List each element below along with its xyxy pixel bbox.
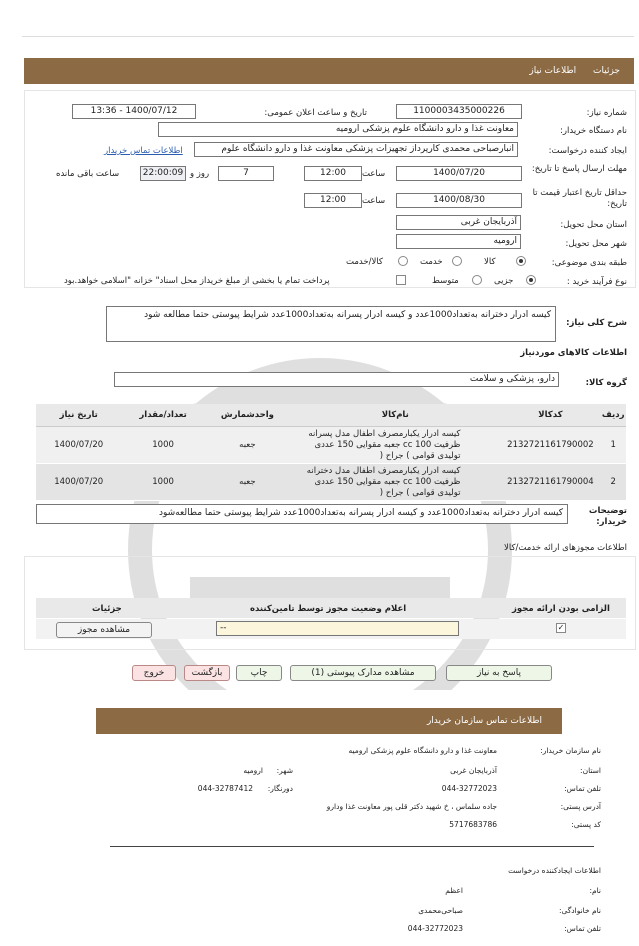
creator-phone-value: 044-32772023 xyxy=(407,924,463,933)
creator-field: انبارصباحی محمدی کارپرداز تجهیزات پزشکی معاونت غذا و دارو دانشگاه علوم xyxy=(194,142,518,157)
postal-value: 5717683786 xyxy=(449,820,497,829)
family-value: صباحی‌محمدی xyxy=(418,906,463,915)
radio-medium[interactable] xyxy=(472,275,482,285)
radio-goods-service[interactable] xyxy=(398,256,408,266)
need-no-field: 1100003435000226 xyxy=(396,104,522,119)
row-qty: 1000 xyxy=(121,464,204,501)
back-button[interactable]: بازگشت xyxy=(184,665,230,681)
row-code: 2132721161790004 xyxy=(500,464,600,501)
days-field: 7 xyxy=(218,166,274,181)
city-contact-value: ارومیه xyxy=(243,766,263,775)
creator-label: ایجاد کننده درخواست: xyxy=(548,146,627,156)
row-qty: 1000 xyxy=(121,427,204,464)
table-row xyxy=(36,464,626,501)
exit-button[interactable]: خروج xyxy=(132,665,176,681)
org-label: نام سازمان خریدار: xyxy=(540,746,601,755)
buyer-label: نام دستگاه خریدار: xyxy=(560,126,627,136)
tab-need-info[interactable]: اطلاعات نیاز xyxy=(529,66,577,76)
creator-phone-label: تلفن تماس: xyxy=(564,924,601,933)
col-details: جزئیات xyxy=(92,604,122,614)
remaining-label: ساعت باقی مانده xyxy=(56,169,120,179)
proc-medium-label: متوسط xyxy=(432,276,459,286)
col-required: الزامی بودن ارائه مجوز xyxy=(512,604,610,614)
proc-partial-label: جزیی xyxy=(494,276,514,286)
announce-field: 1400/07/12 - 13:36 xyxy=(72,104,196,119)
process-label: نوع فرآیند خرید : xyxy=(566,277,627,287)
family-label: نام خانوادگی: xyxy=(558,906,601,915)
top-divider xyxy=(22,36,634,37)
province-label: استان محل تحویل: xyxy=(560,220,627,230)
creator-info-title: اطلاعات ایجادکننده درخواست xyxy=(508,866,601,875)
group-field: دارو، پزشکی و سلامت xyxy=(114,372,559,387)
radio-partial[interactable] xyxy=(526,275,536,285)
col-qty: تعداد/مقدار xyxy=(121,404,204,427)
radio-goods[interactable] xyxy=(516,256,526,266)
city-field: ارومیه xyxy=(396,234,521,249)
reply-button[interactable]: پاسخ به نیاز xyxy=(446,665,552,681)
address-value: جاده سلماس ، خ شهید دکتر قلی پور معاونت غذا ودارو xyxy=(326,802,497,811)
row-date: 1400/07/20 xyxy=(36,464,121,501)
announce-label: تاریخ و ساعت اعلان عمومی: xyxy=(264,108,367,118)
fax-label: دورنگار: xyxy=(267,784,293,793)
view-permit-button[interactable]: مشاهده مجوز xyxy=(56,622,152,638)
row-index: 2 xyxy=(600,464,626,501)
reply-deadline-label: مهلت ارسال پاسخ تا تاریخ: xyxy=(531,164,627,174)
price-time-label: ساعت xyxy=(362,196,386,206)
col-date: تاریخ نیاز xyxy=(36,404,121,427)
address-label: آدرس پستی: xyxy=(560,802,601,811)
row-date: 1400/07/20 xyxy=(36,427,121,464)
contact-header xyxy=(96,708,562,734)
phone-label: تلفن تماس: xyxy=(564,784,601,793)
row-code: 2132721161790002 xyxy=(500,427,600,464)
col-row: ردیف xyxy=(600,404,626,427)
category-label: طبقه بندی موضوعی: xyxy=(551,258,627,268)
items-table xyxy=(36,404,626,501)
required-check-icon: ✓ xyxy=(557,623,565,632)
city-contact-label: شهر: xyxy=(276,766,293,775)
cat-service-label: خدمت xyxy=(420,257,443,267)
price-date-field: 1400/08/30 xyxy=(396,193,522,208)
col-code: کدکالا xyxy=(500,404,600,427)
table-row xyxy=(36,427,626,464)
row-unit: جعبه xyxy=(205,464,290,501)
name-label: نام: xyxy=(589,886,601,895)
phone-value: 044-32772023 xyxy=(441,784,497,793)
city-label: شهر محل تحویل: xyxy=(565,239,627,249)
col-status: اعلام وضعیت مجوز توسط تامین‌کننده xyxy=(250,604,407,614)
contact-title: اطلاعات تماس سازمان خریدار xyxy=(426,716,542,726)
print-button[interactable]: چاپ xyxy=(236,665,282,681)
province-contact-value: آذربایجان غربی xyxy=(450,766,497,775)
row-unit: جعبه xyxy=(205,427,290,464)
col-name: نام‌کالا xyxy=(290,404,500,427)
buyer-field: معاونت غذا و دارو دانشگاه علوم پزشکی ارومیه xyxy=(158,122,518,137)
treasury-payment-checkbox[interactable] xyxy=(396,275,406,285)
buyer-notes-label: توضیحات خریدار: xyxy=(588,506,627,527)
need-no-label: شماره نیاز: xyxy=(586,108,627,118)
fax-value: 044-32787412 xyxy=(197,784,253,793)
radio-service[interactable] xyxy=(452,256,462,266)
cat-goods-label: کالا xyxy=(484,257,496,267)
row-index: 1 xyxy=(600,427,626,464)
summary-box: کیسه ادرار دخترانه به‌تعداد1000عدد و کیسه ادرار پسرانه به‌تعداد1000عدد شرایط پیوستی حتما مطالعه شود xyxy=(106,306,556,342)
reply-time-field: 12:00 xyxy=(304,166,362,181)
org-value: معاونت غذا و دارو دانشگاه علوم پزشکی ارومیه xyxy=(348,746,497,755)
buyer-contact-link[interactable]: اطلاعات تماس خریدار xyxy=(104,146,183,156)
reply-time-label: ساعت xyxy=(362,169,386,179)
reply-date-field: 1400/07/20 xyxy=(396,166,522,181)
row-name: کیسه ادرار یکبارمصرف اطفال مدل دخترانه ظرفیت cc 100 جعبه مقوایی 150 عددی تولیدی قوامی ) جراح ( xyxy=(290,464,500,501)
permits-title: اطلاعات مجوزهای ارائه خدمت/کالا xyxy=(504,543,627,553)
details-header xyxy=(24,58,634,84)
permit-status-field: -- xyxy=(216,621,459,636)
days-label: روز و xyxy=(190,169,210,179)
price-validity-label: حداقل تاریخ اعتبار قیمت تا تاریخ: xyxy=(532,188,627,209)
postal-label: کد پستی: xyxy=(571,820,601,829)
remaining-time-field: 22:00:09 xyxy=(140,166,186,181)
name-value: اعظم xyxy=(445,886,463,895)
tab-details[interactable]: جزئیات xyxy=(593,66,620,76)
group-label: گروه کالا: xyxy=(585,378,627,388)
col-unit: واحدشمارش xyxy=(205,404,290,427)
price-time-field: 12:00 xyxy=(304,193,362,208)
row-name: کیسه ادرار یکبارمصرف اطفال مدل پسرانه ظرفیت cc 100 جعبه مقوایی 150 عددی تولیدی قوامی ) جراح ( xyxy=(290,427,500,464)
goods-title: اطلاعات کالاهای موردنیاز xyxy=(520,348,627,358)
payment-note: پرداخت تمام یا بخشی از مبلغ خریداز محل اسناد" خزانه "اسلامی خواهد.بود xyxy=(64,276,330,286)
contact-divider xyxy=(110,846,594,847)
buyer-notes-box: کیسه ادرار دخترانه به‌تعداد1000عدد و کیسه ادرار پسرانه به‌تعداد1000عدد شرایط پیوستی حتما مطالعه‌شود xyxy=(36,504,568,524)
province-field: آذربایجان غربی xyxy=(396,215,521,230)
attachments-button[interactable]: مشاهده مدارک پیوستی (1) xyxy=(290,665,436,681)
province-contact-label: استان: xyxy=(580,766,601,775)
cat-both-label: کالا/خدمت xyxy=(346,257,383,267)
summary-label: شرح کلی نیاز: xyxy=(566,318,627,328)
